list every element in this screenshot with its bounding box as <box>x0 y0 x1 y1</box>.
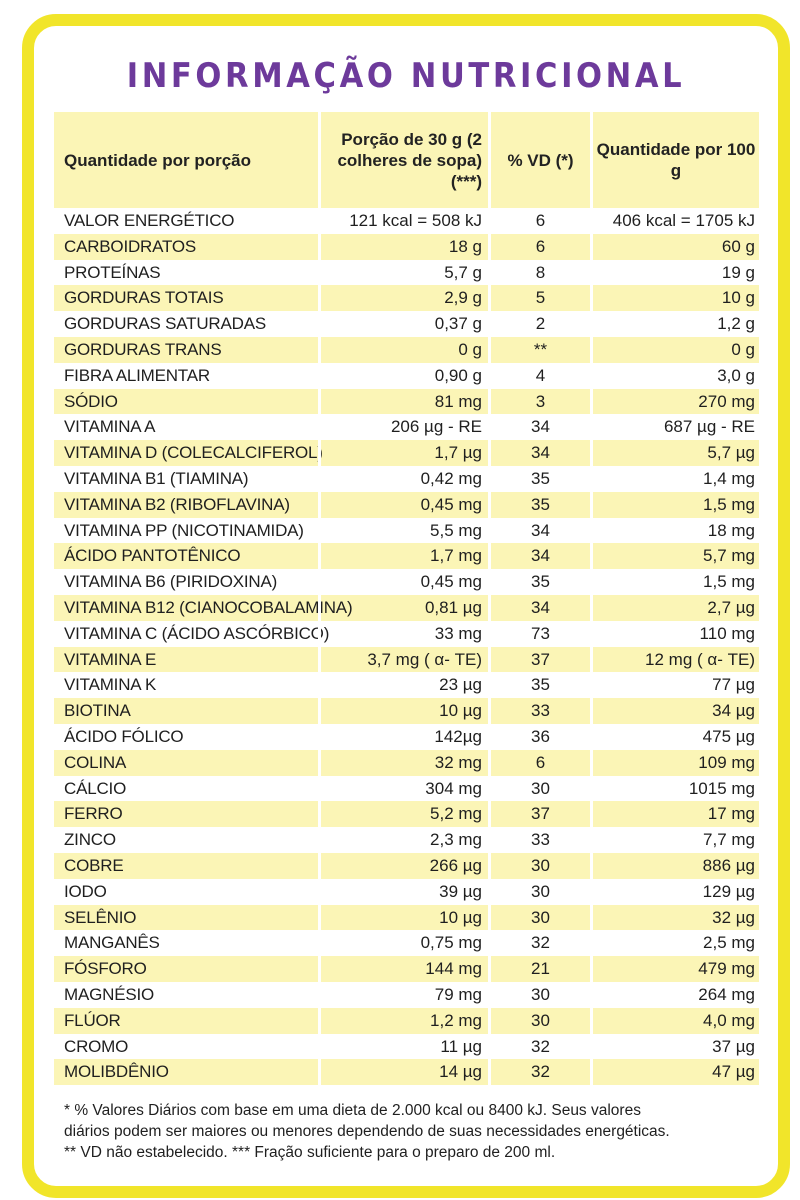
vd-value: 35 <box>488 466 590 492</box>
vd-value: 36 <box>488 724 590 750</box>
table-row <box>54 1059 759 1085</box>
nutrient-name: BIOTINA <box>64 701 131 721</box>
portion-value: 39 µg <box>318 879 488 905</box>
per-100g-value: 32 µg <box>590 905 759 931</box>
per-100g-value: 1,5 mg <box>590 569 759 595</box>
footnote-line: ** VD não estabelecido. *** Fração suficiente para o preparo de 200 ml. <box>64 1144 556 1161</box>
per-100g-value: 109 mg <box>590 750 759 776</box>
table-row <box>54 905 759 931</box>
per-100g-value: 1,4 mg <box>590 466 759 492</box>
nutrient-name: VITAMINA A <box>64 417 156 437</box>
per-100g-value: 479 mg <box>590 956 759 982</box>
per-100g-value: 3,0 g <box>590 363 759 389</box>
portion-value: 121 kcal = 508 kJ <box>318 208 488 234</box>
table-row <box>54 801 759 827</box>
vd-value: 2 <box>488 311 590 337</box>
portion-value: 1,7 mg <box>318 543 488 569</box>
nutrient-name: FERRO <box>64 804 123 824</box>
table-row <box>54 879 759 905</box>
nutrient-name: CARBOIDRATOS <box>64 236 197 256</box>
portion-value: 32 mg <box>318 750 488 776</box>
vd-value: 37 <box>488 647 590 673</box>
nutrient-name: VITAMINA D (COLECALCIFEROL) <box>64 443 323 463</box>
nutrient-name: VITAMINA C (ÁCIDO ASCÓRBICO) <box>64 623 330 643</box>
table-row <box>54 363 759 389</box>
portion-value: 0,81 µg <box>318 595 488 621</box>
per-100g-value: 47 µg <box>590 1059 759 1085</box>
footnote-line: diários podem ser maiores ou menores dependendo de suas necessidades energéticas. <box>64 1123 670 1140</box>
nutrient-name: ÁCIDO PANTOTÊNICO <box>64 546 241 566</box>
table-row <box>54 260 759 286</box>
table-row <box>54 853 759 879</box>
nutrient-name: VALOR ENERGÉTICO <box>64 211 235 230</box>
vd-value: 6 <box>488 234 590 260</box>
vd-value: 30 <box>488 982 590 1008</box>
portion-value: 10 µg <box>318 698 488 724</box>
vd-value: 34 <box>488 414 590 440</box>
portion-value: 0,45 mg <box>318 492 488 518</box>
portion-value: 0,45 mg <box>318 569 488 595</box>
nutrient-name: ÁCIDO FÓLICO <box>64 726 184 746</box>
table-row <box>54 569 759 595</box>
table-body <box>54 208 759 1085</box>
vd-value: 30 <box>488 879 590 905</box>
portion-value: 0,75 mg <box>318 930 488 956</box>
table-row <box>54 414 759 440</box>
table-row <box>54 466 759 492</box>
per-100g-value: 10 g <box>590 285 759 311</box>
portion-value: 206 µg - RE <box>318 414 488 440</box>
nutrient-name: FLÚOR <box>64 1010 121 1030</box>
portion-value: 266 µg <box>318 853 488 879</box>
portion-value: 5,7 g <box>318 260 488 286</box>
per-100g-value: 5,7 µg <box>590 440 759 466</box>
per-100g-value: 34 µg <box>590 698 759 724</box>
table-row <box>54 698 759 724</box>
vd-value: 35 <box>488 569 590 595</box>
per-100g-value: 110 mg <box>590 621 759 647</box>
nutrient-name: COBRE <box>64 855 124 875</box>
vd-value: 34 <box>488 543 590 569</box>
nutrient-name: SÓDIO <box>64 391 118 411</box>
vd-value: 35 <box>488 492 590 518</box>
portion-value: 33 mg <box>318 621 488 647</box>
per-100g-value: 264 mg <box>590 982 759 1008</box>
vd-value: 34 <box>488 595 590 621</box>
per-100g-value: 19 g <box>590 260 759 286</box>
nutrient-name: VITAMINA B12 (CIANOCOBALAMINA) <box>64 597 353 617</box>
vd-value: 30 <box>488 853 590 879</box>
portion-value: 144 mg <box>318 956 488 982</box>
table-row <box>54 750 759 776</box>
per-100g-value: 1,2 g <box>590 311 759 337</box>
portion-value: 10 µg <box>318 905 488 931</box>
nutrition-table <box>54 112 759 1085</box>
per-100g-value: 17 mg <box>590 801 759 827</box>
per-100g-value: 12 mg ( α- TE) <box>590 647 759 673</box>
portion-value: 5,5 mg <box>318 518 488 544</box>
nutrition-label-frame <box>22 14 790 1198</box>
vd-value: 34 <box>488 440 590 466</box>
portion-value: 14 µg <box>318 1059 488 1085</box>
vd-value: 5 <box>488 285 590 311</box>
portion-value: 0,37 g <box>318 311 488 337</box>
nutrient-name: VITAMINA B2 (RIBOFLAVINA) <box>64 494 290 514</box>
header-per-100g: Quantidade por 100 g <box>590 112 759 208</box>
portion-value: 304 mg <box>318 776 488 802</box>
table-header <box>54 112 759 208</box>
table-row <box>54 518 759 544</box>
nutrient-name: FIBRA ALIMENTAR <box>64 365 210 385</box>
nutrient-name: VITAMINA B6 (PIRIDOXINA) <box>64 572 278 592</box>
table-row <box>54 647 759 673</box>
table-row <box>54 543 759 569</box>
vd-value: 73 <box>488 621 590 647</box>
per-100g-value: 2,5 mg <box>590 930 759 956</box>
header-portion-30g: Porção de 30 g (2 colheres de sopa) (***) <box>318 112 488 208</box>
per-100g-value: 1015 mg <box>590 776 759 802</box>
table-row <box>54 930 759 956</box>
vd-value: 30 <box>488 776 590 802</box>
per-100g-value: 687 µg - RE <box>590 414 759 440</box>
per-100g-value: 18 mg <box>590 518 759 544</box>
table-row <box>54 724 759 750</box>
vd-value: 32 <box>488 930 590 956</box>
per-100g-value: 77 µg <box>590 672 759 698</box>
per-100g-value: 0 g <box>590 337 759 363</box>
nutrient-name: VITAMINA PP (NICOTINAMIDA) <box>64 520 304 540</box>
nutrient-name: PROTEÍNAS <box>64 262 161 282</box>
vd-value: 21 <box>488 956 590 982</box>
vd-value: 32 <box>488 1034 590 1060</box>
per-100g-value: 129 µg <box>590 879 759 905</box>
per-100g-value: 1,5 mg <box>590 492 759 518</box>
per-100g-value: 270 mg <box>590 389 759 415</box>
nutrient-name: GORDURAS SATURADAS <box>64 314 267 334</box>
per-100g-value: 7,7 mg <box>590 827 759 853</box>
vd-value: 32 <box>488 1059 590 1085</box>
vd-value: 4 <box>488 363 590 389</box>
vd-value: 30 <box>488 1008 590 1034</box>
vd-value: 33 <box>488 698 590 724</box>
table-row <box>54 1034 759 1060</box>
portion-value: 81 mg <box>318 389 488 415</box>
nutrient-name: IODO <box>64 881 107 901</box>
portion-value: 1,2 mg <box>318 1008 488 1034</box>
nutrient-name: VITAMINA K <box>64 675 157 695</box>
table-row <box>54 1008 759 1034</box>
vd-value: ** <box>488 337 590 363</box>
vd-value: 35 <box>488 672 590 698</box>
header-vd: % VD (*) <box>488 112 590 208</box>
vd-value: 6 <box>488 208 590 234</box>
table-row <box>54 311 759 337</box>
vd-value: 33 <box>488 827 590 853</box>
portion-value: 2,3 mg <box>318 827 488 853</box>
portion-value: 18 g <box>318 234 488 260</box>
table-row <box>54 595 759 621</box>
portion-value: 0,42 mg <box>318 466 488 492</box>
nutrient-name: ZINCO <box>64 830 116 850</box>
portion-value: 79 mg <box>318 982 488 1008</box>
vd-value: 6 <box>488 750 590 776</box>
page-title: INFORMAÇÃO NUTRICIONAL <box>126 56 686 96</box>
nutrient-name: GORDURAS TOTAIS <box>64 288 224 308</box>
per-100g-value: 406 kcal = 1705 kJ <box>590 208 759 234</box>
per-100g-value: 4,0 mg <box>590 1008 759 1034</box>
table-row <box>54 956 759 982</box>
nutrient-name: MANGANÊS <box>64 933 160 953</box>
table-row <box>54 440 759 466</box>
nutrient-name: VITAMINA E <box>64 649 157 669</box>
table-row <box>54 672 759 698</box>
per-100g-value: 475 µg <box>590 724 759 750</box>
portion-value: 23 µg <box>318 672 488 698</box>
nutrient-name: CÁLCIO <box>64 778 127 798</box>
table-row <box>54 234 759 260</box>
nutrient-name: MAGNÉSIO <box>64 984 155 1004</box>
footnote-line: * % Valores Diários com base em uma dieta de 2.000 kcal ou 8400 kJ. Seus valores <box>64 1102 641 1119</box>
vd-value: 30 <box>488 905 590 931</box>
table-row <box>54 776 759 802</box>
portion-value: 11 µg <box>318 1034 488 1060</box>
portion-value: 5,2 mg <box>318 801 488 827</box>
per-100g-value: 2,7 µg <box>590 595 759 621</box>
table-row <box>54 337 759 363</box>
table-row <box>54 389 759 415</box>
table-row <box>54 208 759 234</box>
table-row <box>54 621 759 647</box>
nutrient-name: CROMO <box>64 1036 129 1056</box>
vd-value: 3 <box>488 389 590 415</box>
per-100g-value: 60 g <box>590 234 759 260</box>
table-row <box>54 827 759 853</box>
portion-value: 142µg <box>318 724 488 750</box>
portion-value: 0,90 g <box>318 363 488 389</box>
nutrient-name: VITAMINA B1 (TIAMINA) <box>64 468 249 488</box>
per-100g-value: 886 µg <box>590 853 759 879</box>
portion-value: 3,7 mg ( α- TE) <box>318 647 488 673</box>
vd-value: 37 <box>488 801 590 827</box>
per-100g-value: 5,7 mg <box>590 543 759 569</box>
footnotes <box>64 1100 764 1163</box>
nutrient-name: GORDURAS TRANS <box>64 339 222 359</box>
vd-value: 34 <box>488 518 590 544</box>
nutrient-name: SELÊNIO <box>64 907 137 927</box>
per-100g-value: 37 µg <box>590 1034 759 1060</box>
table-row <box>54 492 759 518</box>
vd-value: 8 <box>488 260 590 286</box>
portion-value: 2,9 g <box>318 285 488 311</box>
nutrient-name: MOLIBDÊNIO <box>64 1062 169 1082</box>
portion-value: 0 g <box>318 337 488 363</box>
portion-value: 1,7 µg <box>318 440 488 466</box>
nutrient-name: FÓSFORO <box>64 959 147 979</box>
header-quantity-per-portion: Quantidade por porção <box>64 150 252 170</box>
nutrient-name: COLINA <box>64 752 127 772</box>
table-row <box>54 982 759 1008</box>
table-row <box>54 285 759 311</box>
